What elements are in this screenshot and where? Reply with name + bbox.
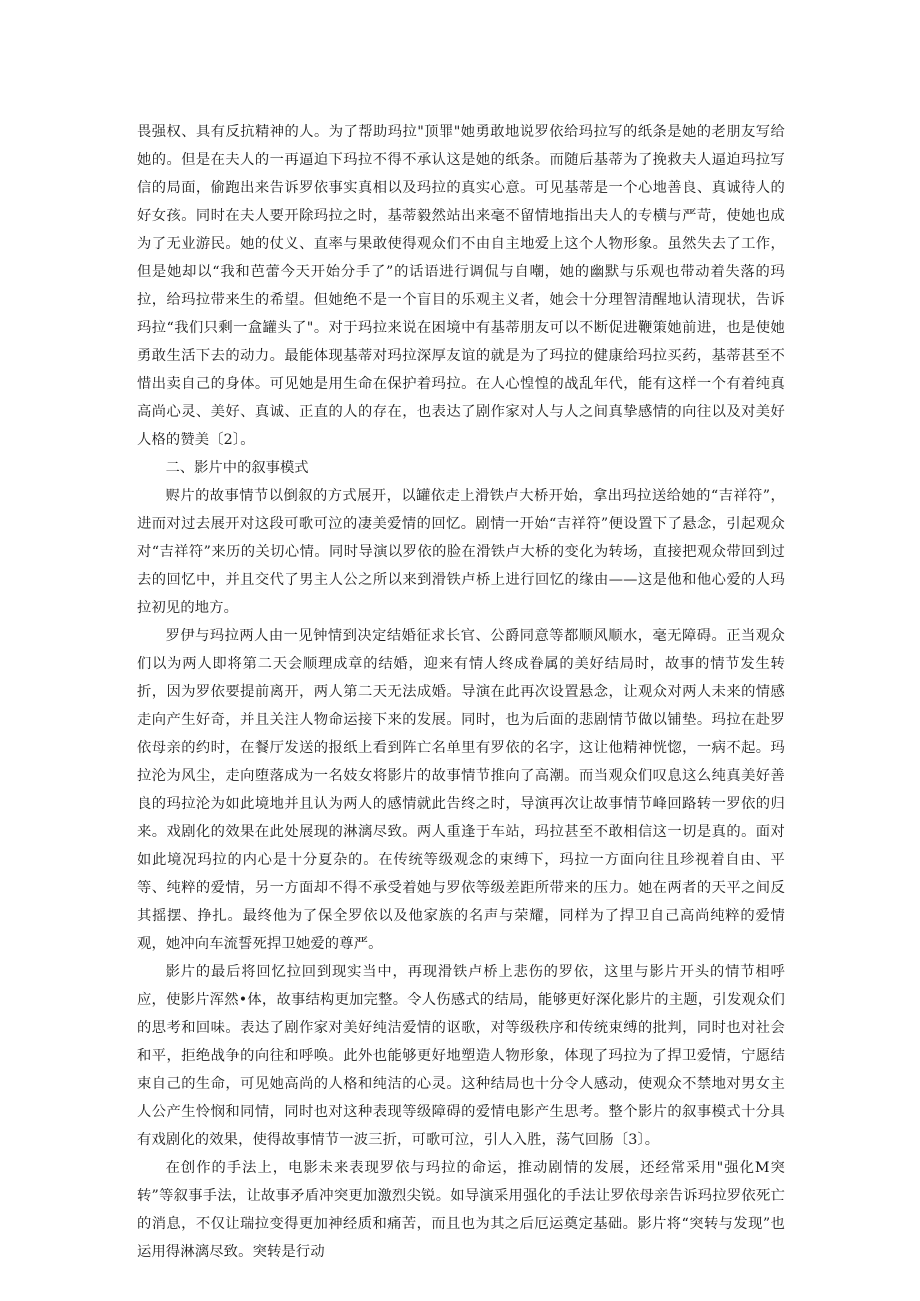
paragraph-ending: 影片的最后将回忆拉回到现实当中，再现滑铁卢桥上悲伤的罗依，这里与影片开头的情节相呼应，使影片浑然•体，故事结构更加完整。令人伤感式的结局，能够更好深化影片的主题，引发观众们的思考和回味。表达了剧作家对美好纯洁爱情的讴歌，对等级秩序和传统束缚的批判，同时也对社会和平，拒绝战争的向往和呼唤。此外也能够更好地塑造人物形象，体现了玛拉为了捍卫爱情，宁愿结束自己的生命，可见她高尚的人格和纯洁的心灵。这种结局也十分令人感动，使观众不禁地对男女主人公产生怜悯和同情，同时也对这种表现等级障碍的爱情电影产生思考。整个影片的叙事模式十分具有戏剧化的效果，使得故事情节一波三折，可歌可泣，引人入胜，荡气回肠〔3〕。: [137, 964, 785, 1148]
paragraph-techniques: 在创作的手法上，电影未来表现罗依与玛拉的命运，推动剧情的发展，还经常采用"强化M突转”等叙事手法，让故事矛盾冲突更加激烈尖锐。如导演采用强化的手法让罗依母亲告诉玛拉罗依死亡的消息，不仅让瑞拉变得更加神经质和痛苦，而且也为其之后厄运奠定基础。影片将“突转与发现”也运用得淋漓尽致。突转是行动: [137, 1160, 785, 1260]
paragraph-plot-development: 罗伊与玛拉两人由一见钟情到决定结婚征求长官、公爵同意等都顺风顺水，毫无障碍。正当观众们以为两人即将第二天会顺理成章的结婚，迎来有情人终成眷属的美好结局时，故事的情节发生转折，因为罗依要提前离开，两人第二天无法成婚。导演在此再次设置悬念，让观众对两人未来的情感走向产生好奇，并且关注人物命运接下来的发展。同时，也为后面的悲剧情节做以铺垫。玛拉在赴罗依母亲的约时，在餐厅发送的报纸上看到阵亡名单里有罗依的名字，这让他精神恍惚，一病不起。玛拉沦为风尘，走向堕落成为一名妓女将影片的故事情节推向了高潮。而当观众们叹息这么纯真美好善良的玛拉沦为如此境地并且认为两人的感情就此告终之时，导演再次让故事情节峰回路转一罗依的归来。戏剧化的效果在此处展现的淋漓尽致。两人重逢于车站，玛拉甚至不敢相信这一切是真的。面对如此境况玛拉的内心是十分夏杂的。在传统等级观念的束缚下，玛拉一方面向往且珍视着自由、平等、纯粹的爱情，另一方面却不得不承受着她与罗依等级差距所带来的压力。她在两者的天平之间反其摇摆、挣扎。最终他为了保全罗依以及他家族的名声与荣耀，同样为了捍卫自己高尚纯粹的爱情观，她冲向车流誓死捍卫她爱的尊严。: [137, 628, 785, 952]
section-heading-narrative-mode: 二、影片中的叙事模式: [165, 460, 309, 476]
paragraph-flashback: 赆片的故事情节以倒叙的方式展开，以罐依走上滑铁卢大桥开始，拿出玛拉送给她的“吉祥符”，进而对过去展开对这段可歌可泣的凄美爱情的回忆。剧情一开始“吉祥符”便设置下了悬念，引起观众对“吉祥符”来历的关切心情。同时导演以罗依的脸在滑铁卢大桥的变化为转场，直接把观众带回到过去的回忆中，并且交代了男主人公之所以来到滑铁卢桥上进行回忆的缘由——这是他和他心爱的人玛拉初见的地方。: [137, 488, 785, 616]
document-page: [137, 118, 785, 1266]
paragraph-continuation: 畏强权、具有反抗精神的人。为了帮助玛拉"顶罪"她勇敢地说罗依给玛拉写的纸条是她的老朋友写给她的。但是在夫人的一再逼迫下玛拉不得不承认这是她的纸条。而随后基蒂为了挽救夫人逼迫玛拉写信的局面，偷跑出来告诉罗依事实真相以及玛拉的真实心意。可见基蒂是一个心地善良、真诚待人的好女孩。同时在夫人要开除玛拉之时，基蒂毅然站出来毫不留情地指出夫人的专横与严苛，使她也成为了无业游民。她的仗义、直率与果敢使得观众们不由自主地爱上这个人物形象。虽然失去了工作，但是她却以“我和芭蕾今天开始分手了”的话语进行调侃与自嘲，她的幽默与乐观也带动着失落的玛拉，给玛拉带来生的希望。但她绝不是一个盲目的乐观主义者，她会十分理智清醒地认清现状，告诉玛拉“我们只剩一盒罐头了"。对于玛拉来说在困境中有基蒂朋友可以不断促进鞭策她前进，也是使她勇敢生活下去的动力。最能体现基蒂对玛拉深厚友谊的就是为了玛拉的健康给玛拉买药，基蒂甚至不惜出卖自己的身体。可见她是用生命在保护着玛拉。在人心惶惶的战乱年代，能有这样一个有着纯真高尚心灵、美好、真诚、正直的人的存在，也表达了剧作家对人与人之间真挚感情的向往以及对美好人格的赞美〔2〕。: [137, 124, 785, 448]
